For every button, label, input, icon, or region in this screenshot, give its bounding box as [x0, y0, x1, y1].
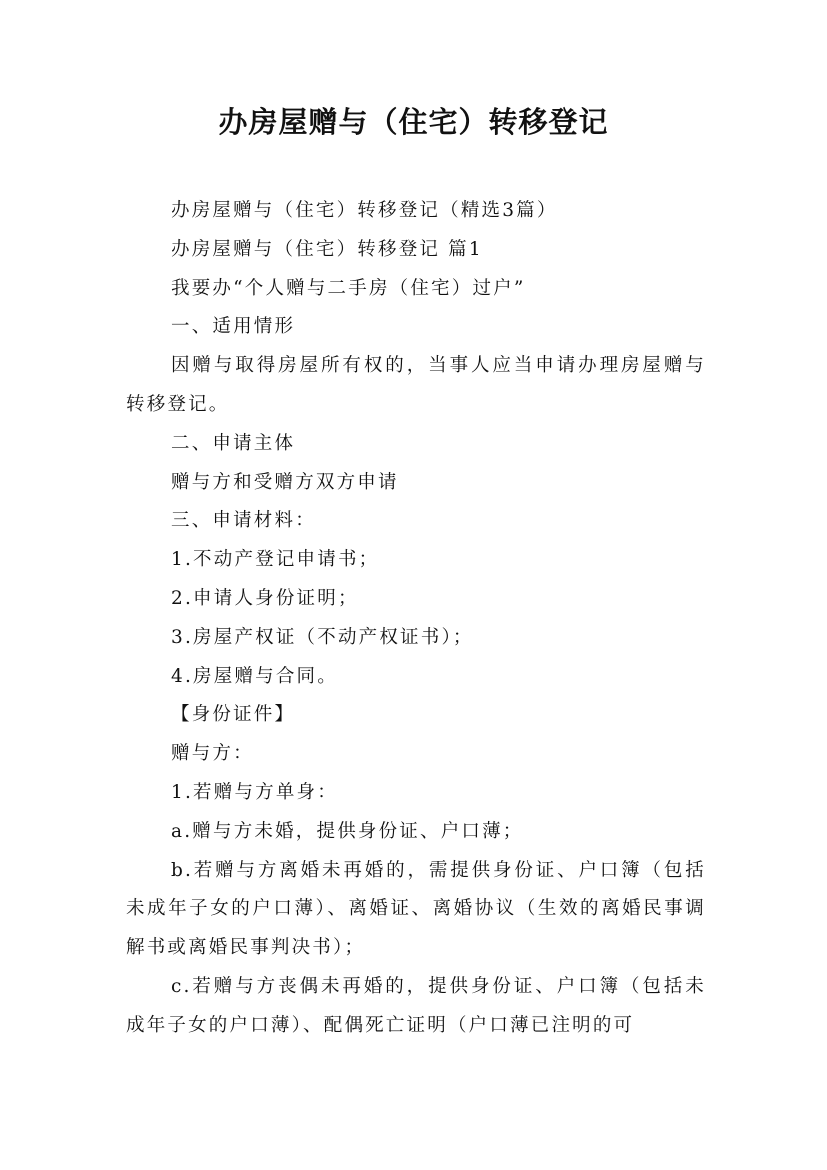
paragraph-applicable-situation: 因赠与取得房屋所有权的，当事人应当申请办理房屋赠与转移登记。	[126, 355, 706, 415]
heading-materials: 三、申请材料：	[171, 510, 316, 532]
heading-applicable-situation: 一、适用情形	[171, 316, 296, 338]
paragraph-intro: 我要办“个人赠与二手房（住宅）过户”	[171, 277, 526, 299]
list-item-donor-single: 1.若赠与方单身：	[171, 781, 338, 803]
list-item-donor-unmarried: a.赠与方未婚，提供身份证、户口薄；	[171, 820, 524, 842]
heading-id-documents: 【身份证件】	[171, 704, 296, 726]
document-body	[126, 192, 706, 1046]
paragraph-applicant: 赠与方和受赠方双方申请	[171, 471, 399, 493]
list-item-material-2: 2.申请人身份证明；	[171, 587, 359, 609]
list-item-donor-widowed: c.若赠与方丧偶未再婚的，提供身份证、户口簿（包括未成年子女的户口薄）、配偶死亡证明（户口薄已注明的可	[126, 975, 706, 1036]
list-item-material-3: 3.房屋产权证（不动产权证书）；	[171, 626, 474, 648]
list-item-material-1: 1.不动产登记申请书；	[171, 549, 380, 571]
paragraph-subtitle: 办房屋赠与（住宅）转移登记（精选3篇）	[171, 200, 558, 221]
document-title: 办房屋赠与（住宅）转移登记	[218, 105, 609, 139]
list-item-material-4: 4.房屋赠与合同。	[171, 665, 338, 687]
heading-applicant: 二、申请主体	[171, 432, 296, 454]
paragraph-section-heading: 办房屋赠与（住宅）转移登记 篇1	[171, 238, 483, 260]
heading-donor: 赠与方：	[171, 743, 254, 765]
list-item-donor-divorced: b.若赠与方离婚未再婚的，需提供身份证、户口簿（包括未成年子女的户口薄）、离婚证、离婚协议（生效的离婚民事调解书或离婚民事判决书）；	[126, 859, 706, 959]
